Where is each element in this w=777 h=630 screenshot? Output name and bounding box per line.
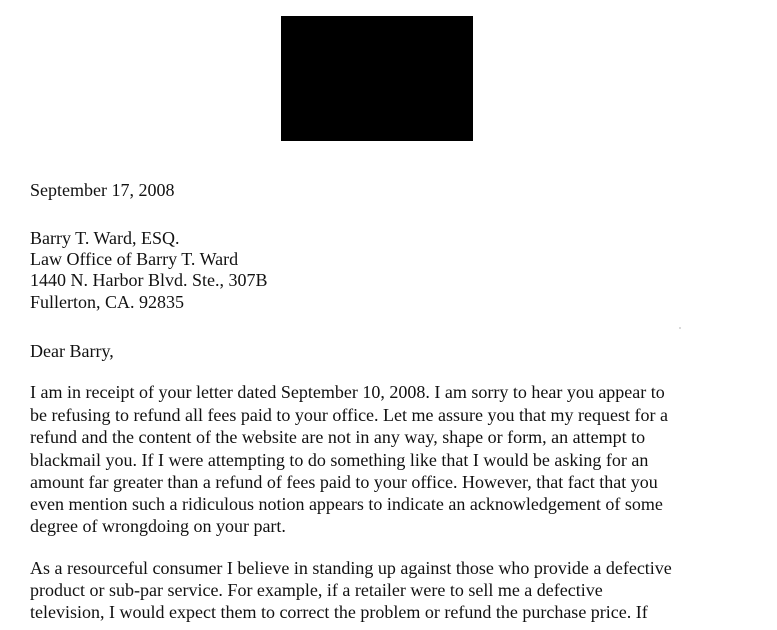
- redacted-letterhead: [281, 16, 473, 141]
- paragraph1-line: be refusing to refund all fees paid to your office. Let me assure you that my request for a: [30, 405, 668, 425]
- paragraph2-line: As a resourceful consumer I believe in standing up against those who provide a defective: [30, 558, 672, 578]
- paragraph1-line: amount far greater than a refund of fees paid to your office. However, that fact that you: [30, 472, 658, 492]
- paragraph1-line: blackmail you. If I were attempting to do something like that I would be asking for an: [30, 450, 649, 470]
- paragraph1-line: even mention such a ridiculous notion appears to indicate an acknowledgement of some: [30, 494, 663, 514]
- paragraph1-line: I am in receipt of your letter dated September 10, 2008. I am sorry to hear you appear to: [30, 382, 665, 402]
- recipient-name: Barry T. Ward, ESQ.: [30, 228, 180, 248]
- recipient-office: Law Office of Barry T. Ward: [30, 249, 239, 269]
- recipient-city: Fullerton, CA. 92835: [30, 292, 185, 312]
- letter-date: September 17, 2008: [30, 180, 175, 200]
- paragraph1-line: degree of wrongdoing on your part.: [30, 516, 286, 536]
- paragraph2-line: television, I would expect them to correct the problem or refund the purchase price. If: [30, 602, 648, 622]
- scan-speck: [679, 327, 681, 329]
- paragraph2-line: product or sub-par service. For example, if a retailer were to sell me a defective: [30, 580, 603, 600]
- recipient-street: 1440 N. Harbor Blvd. Ste., 307B: [30, 270, 268, 290]
- paragraph1-line: refund and the content of the website are not in any way, shape or form, an attempt to: [30, 427, 646, 447]
- salutation: Dear Barry,: [30, 341, 114, 361]
